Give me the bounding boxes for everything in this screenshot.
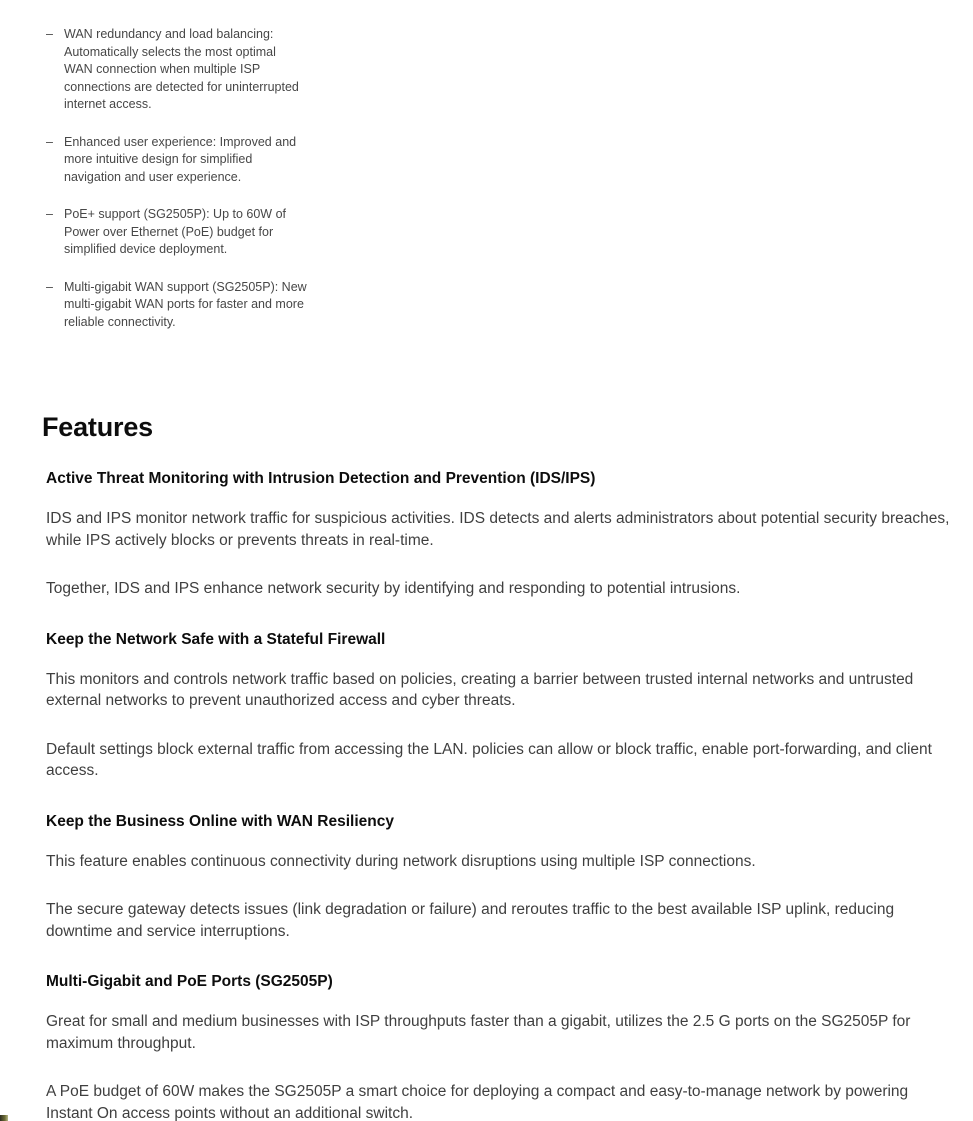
- bullet-text: PoE+ support (SG2505P): Up to 60W of Power over Ethernet (PoE) budget for simplified device deployment.: [64, 207, 286, 256]
- list-item: [46, 26, 308, 114]
- paragraph: Great for small and medium businesses with ISP throughputs faster than a gigabit, utilizes the 2.5 G ports on the SG2505P for maximum throughput.: [46, 1013, 911, 1052]
- page-title: Features: [42, 412, 153, 442]
- paragraph: Default settings block external traffic from accessing the LAN. policies can allow or block traffic, enable port-forwarding, and client access.: [46, 740, 932, 779]
- dash-bullet-icon: –: [46, 134, 53, 149]
- paragraph: A PoE budget of 60W makes the SG2505P a smart choice for deploying a compact and easy-to-manage network by powering Instant On access points without an additional switch.: [46, 1083, 909, 1121]
- list-item: [46, 134, 308, 187]
- bullet-text: Enhanced user experience: Improved and more intuitive design for simplified navigation and user experience.: [64, 134, 297, 184]
- bullet-text: Multi-gigabit WAN support (SG2505P): New multi-gigabit WAN ports for faster and more reliable connectivity.: [64, 279, 307, 329]
- section-heading-ids-ips: Active Threat Monitoring with Intrusion Detection and Prevention (IDS/IPS): [46, 470, 596, 487]
- section-heading-stateful-firewall: Keep the Network Safe with a Stateful Firewall: [46, 630, 386, 648]
- section-heading-wan-resiliency: Keep the Business Online with WAN Resiliency: [46, 812, 394, 830]
- section-heading-multi-gigabit-poe: Multi-Gigabit and PoE Ports (SG2505P): [46, 973, 333, 990]
- paragraph: The secure gateway detects issues (link degradation or failure) and reroutes traffic to the best available ISP uplink, reducing downtime and service interruptions.: [46, 901, 895, 940]
- list-item: [46, 279, 308, 332]
- cutoff-image-fragment: [0, 1115, 8, 1121]
- paragraph: This monitors and controls network traffic based on policies, creating a barrier between trusted internal networks and untrusted external networks to prevent unauthorized access and cyber threats.: [46, 670, 914, 709]
- paragraph: This feature enables continuous connectivity during network disruptions using multiple ISP connections.: [46, 852, 756, 870]
- intro-bullet-list: [46, 26, 308, 351]
- bullet-text: WAN redundancy and load balancing: Automatically selects the most optimal WAN connection when multiple ISP connections are detected for uninterrupted internet access.: [64, 27, 299, 111]
- dash-bullet-icon: –: [46, 279, 53, 294]
- list-item: [46, 206, 308, 259]
- paragraph: Together, IDS and IPS enhance network security by identifying and responding to potential intrusions.: [46, 580, 741, 597]
- dash-bullet-icon: –: [46, 27, 53, 41]
- features-section: [42, 410, 951, 1121]
- dash-bullet-icon: –: [46, 207, 53, 221]
- paragraph: IDS and IPS monitor network traffic for suspicious activities. IDS detects and alerts administrators about potential security breaches, while IPS actively blocks or prevents threats in real-time.: [46, 510, 950, 549]
